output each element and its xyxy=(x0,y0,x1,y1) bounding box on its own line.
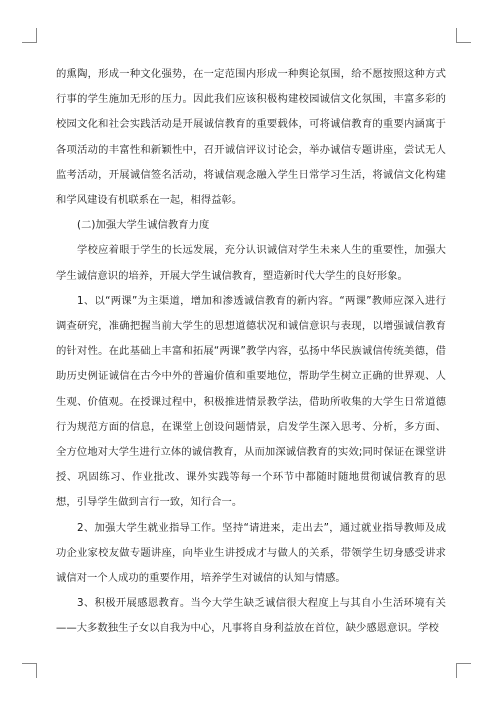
crop-mark-top-right xyxy=(456,28,471,43)
paragraph-item-2: 2、加强大学生就业指导工作。坚持“请进来，走出去”，通过就业指导教师及成功企业家校友做专题讲座，向毕业生讲授成才与做人的关系，带领学生切身感受讲求诚信对一个人成功的重要作用，培养学生对诚信的认知与情感。 xyxy=(56,521,446,585)
crop-mark-bottom-right xyxy=(456,663,471,678)
section-heading: (二)加强大学生诚信教育力度 xyxy=(77,219,210,232)
crop-mark-bottom-left xyxy=(22,663,37,678)
paragraph-item-3: 3、积极开展感恩教育。当今大学生缺乏诚信很大程度上与其自小生活环境有关——大多数独生子女以自我为中心，凡事将自身利益放在首位，缺少感恩意识。学校 xyxy=(56,597,446,635)
document-body xyxy=(56,62,446,642)
paragraph-item-1: 1、以“两课”为主渠道，增加和渗透诚信教育的新内容。“两课”教师应深入进行调查研究，准确把握当前大学生的思想道德状况和诚信意识与表现，以增强诚信教育的针对性。在此基础上丰富和拓展“两课”教学内容，弘扬中华民族诚信传统美德，借助历史例证诚信在古今中外的普遍价值和重要地位，帮助学生树立正确的世界观、人生观、价值观。在授课过程中，积极推进情景教学法，借助所收集的大学生日常道德行为规范方面的信息，在课堂上创设问题情景，启发学生深入思考、分析，多方面、全方位地对大学生进行立体的诚信教育，从而加深诚信教育的实效;同时保证在课堂讲授、巩固练习、作业批改、课外实践等每一个环节中都随时随地贯彻诚信教育的思想，引导学生做到言行一致，知行合一。 xyxy=(56,294,446,509)
crop-mark-top-left xyxy=(22,28,37,43)
paragraph: 学校应着眼于学生的长远发展，充分认识诚信对学生未来人生的重要性，加强大学生诚信意识的培养，开展大学生诚信教育，塑造新时代大学生的良好形象。 xyxy=(56,244,446,282)
paragraph-continued: 的熏陶，形成一种文化强势，在一定范围内形成一种舆论氛围，给不愿按照这种方式行事的学生施加无形的压力。因此我们应该积极构建校园诚信文化氛围，丰富多彩的校园文化和社会实践活动是开展诚信教育的重要载体，可将诚信教育的重要内涵寓于各项活动的丰富性和新颖性中，召开诚信评议讨论会，举办诚信专题讲座，尝试无人监考活动，开展诚信签名活动，将诚信观念融入学生日常学习生活，将诚信文化构建和学风建设有机联系在一起，相得益彰。 xyxy=(56,68,446,207)
